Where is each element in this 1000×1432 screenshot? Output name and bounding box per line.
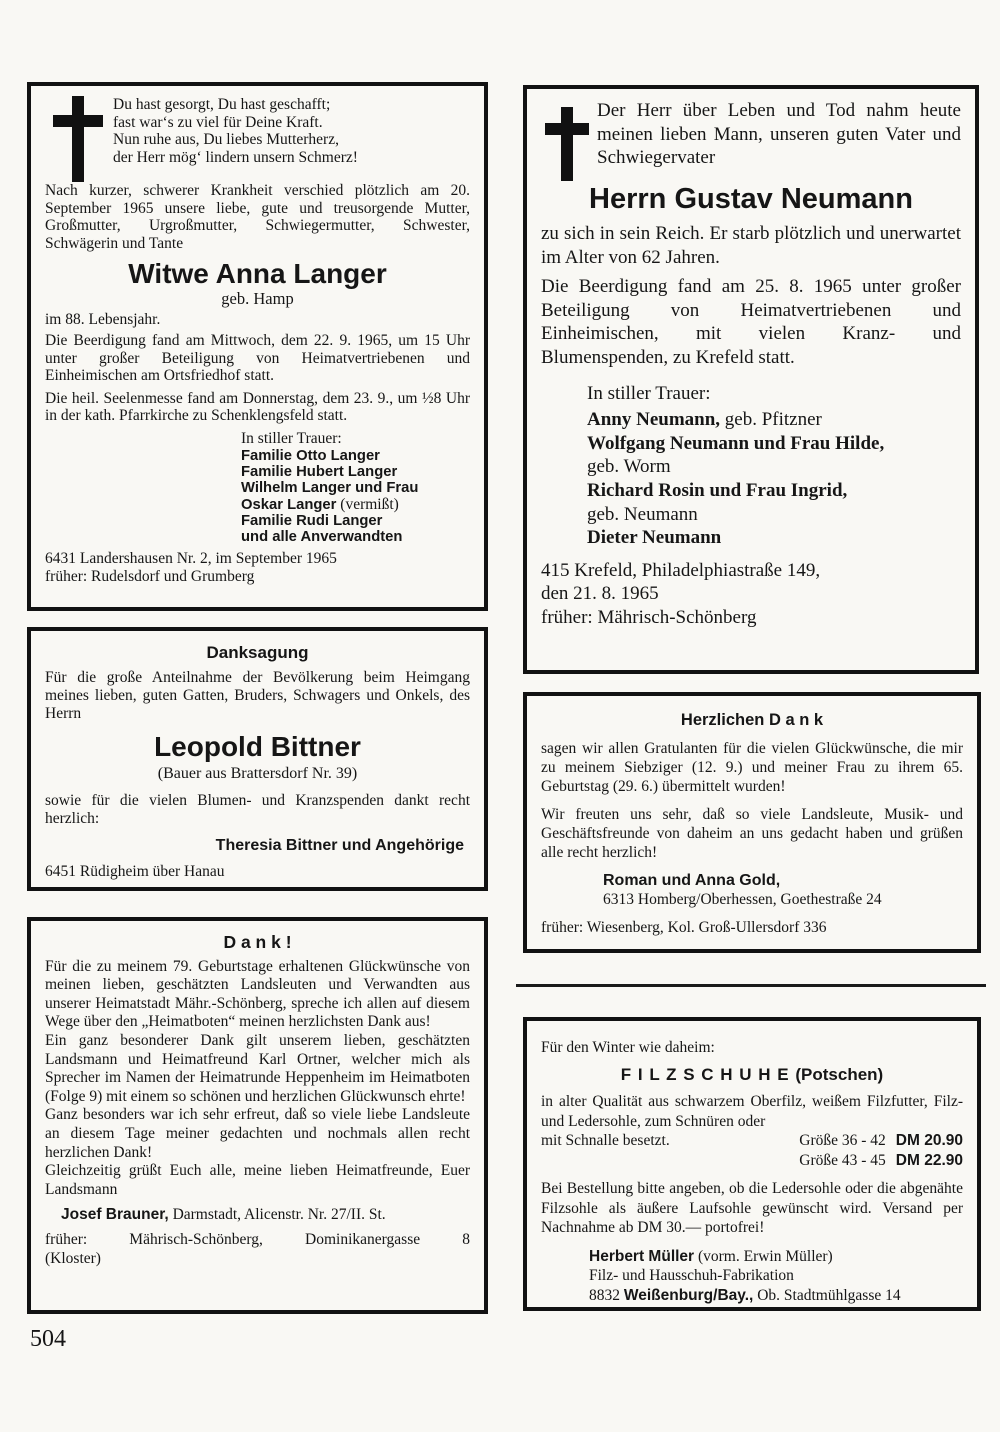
- ad-lead: Für den Winter wie daheim:: [541, 1039, 715, 1056]
- cross-icon: [545, 107, 589, 181]
- ad-vendor-line: Herbert Müller (vorm. Erwin Müller): [589, 1247, 833, 1265]
- ad-product-name: F I L Z S C H U H E: [620, 1064, 790, 1084]
- ad-size-row: [541, 1151, 963, 1171]
- mourner-line: Familie Hubert Langer: [241, 464, 398, 481]
- age-line: im 88. Lebensjahr.: [45, 310, 161, 328]
- ad-size-row: [541, 1131, 963, 1151]
- address-block: [45, 550, 470, 585]
- ad-product-note: (Potschen): [795, 1064, 884, 1084]
- ad-order-info: Bei Bestellung bitte angeben, ob die Ledersohle oder die abgenähte Filzsohle als äußere Laufsohle gewünscht wird. Versand per Nachnahme ab DM 30.— portofrei!: [541, 1180, 963, 1236]
- page-number: 504: [30, 1326, 66, 1352]
- address-line: früher: Mährisch-Schönberg: [541, 606, 757, 628]
- verse-line: der Herr mög‘ lindern unsern Schmerz!: [113, 148, 358, 166]
- notice-title: Danksagung: [206, 643, 309, 662]
- mourner-line: Familie Otto Langer: [241, 448, 380, 464]
- former-address-line: früher: Wiesenberg, Kol. Groß-Ullersdorf 336: [541, 919, 827, 936]
- ad-title: [541, 1065, 963, 1085]
- mourner-line: Familie Rudi Langer: [241, 512, 383, 529]
- verse-line: Du hast gesorgt, Du hast geschafft;: [113, 96, 331, 113]
- memorial-verse: [113, 96, 470, 174]
- paragraph: Für die zu meinem 79. Geburtstage erhaltenen Glückwünsche von meinen lieben, geschätzten Landsleuten und Verwandten aus unserer Heimatstadt Mähr.-Schönberg, spreche ich allen auf diesem Wege über den „Heimatboten“ meinen herzlichsten Dank aus!: [45, 957, 470, 1031]
- deceased-name: Herrn Gustav Neumann: [589, 183, 913, 215]
- thanks-paragraph: sowie für die vielen Blumen- und Kranzspenden dankt recht herzlich:: [45, 792, 470, 827]
- signer-address: 6313 Homberg/Oberhessen, Goethestraße 24: [603, 891, 882, 908]
- paragraph: sagen wir allen Gratulanten für die vielen Glückwünsche, die mir zu meinem Siebziger (12. 9.) und meiner Frau zu ihrem 65. Geburtstag (29. 6.) übermittelt wurden!: [541, 740, 963, 795]
- paragraph: Ganz besonders war ich sehr erfreut, daß so viele liebe Landsleute an diesem Tage meiner gedachten und nochmals allen recht herzlichen Dank!: [45, 1106, 470, 1161]
- signature-block: [603, 871, 963, 909]
- address-line: 6431 Landershausen Nr. 2, im September 1965: [45, 550, 337, 568]
- paragraph: Ein ganz besonderer Dank gilt unserem lieben, geschätzten Landsmann und Heimatfreund Karl Ortner, welcher mich als Sprecher im Namen der Heimatrunde Heppenheim im Heimatboten (Folge 9) mit einem so schönen und herzlichen Glückwunsch ehrte!: [45, 1031, 470, 1105]
- ad-signature-block: [589, 1247, 963, 1306]
- mourner-line: Richard Rosin und Frau Ingrid,: [587, 479, 848, 501]
- address-line: den 21. 8. 1965: [541, 583, 659, 605]
- signature-line: [61, 1206, 470, 1225]
- address-line: früher: Rudelsdorf und Grumberg: [45, 567, 255, 585]
- mourners-list: [587, 408, 961, 550]
- signature: Theresia Bittner und Angehörige: [215, 837, 464, 854]
- ad-vendor-line: Filz- und Hausschuh-Fabrikation: [589, 1267, 794, 1284]
- ad-description-tail: mit Schnalle besetzt.: [541, 1132, 670, 1149]
- mourner-line: Wilhelm Langer und Frau: [241, 480, 419, 497]
- dank-gold: [523, 692, 981, 953]
- separator-rule: [516, 984, 986, 987]
- mourner-line: Wolfgang Neumann und Frau Hilde,: [587, 432, 885, 454]
- mass-paragraph: Die heil. Seelenmesse fand am Donnerstag, dem 23. 9., um ½8 Uhr in der kath. Pfarrkirche zu Schenklengsfeld statt.: [45, 389, 470, 424]
- notice-title: Herzlichen D a n k: [680, 711, 824, 729]
- address-line: 415 Krefeld, Philadelphiastraße 149,: [541, 559, 821, 581]
- signer-name: Roman und Anna Gold,: [603, 872, 781, 889]
- obituary-anna-langer: [27, 82, 488, 611]
- mourners-list: [241, 448, 470, 545]
- notice-title: D a n k !: [223, 932, 292, 952]
- mourning-label: In stiller Trauer:: [241, 429, 342, 447]
- paragraph: Wir freuten uns sehr, daß so viele Landsleute, Musik- und Geschäftsfreunde von daheim an uns gedacht haben und grüßen alle recht herzlich!: [541, 806, 963, 861]
- former-address-block: [45, 1231, 470, 1268]
- paragraph: zu sich in sein Reich. Er starb plötzlich und unerwartet im Alter von 62 Jahren.: [541, 223, 961, 268]
- signer-name: Josef Brauner,: [61, 1206, 169, 1224]
- mourner-line: geb. Worm: [587, 456, 671, 478]
- obituary-gustav-neumann: [523, 85, 979, 674]
- verse-line: Nun ruhe aus, Du liebes Mutterherz,: [113, 131, 339, 148]
- maiden-name: geb. Hamp: [221, 289, 294, 308]
- mourner-line: Oskar Langer (vermißt): [241, 495, 399, 513]
- obituary-intro: Nach kurzer, schwerer Krankheit verschied plötzlich am 20. September 1965 unsere liebe, gute und treusorgende Mutter, Großmutter, Urgroßmutter, Schwiegermutter, Schwester, Schwägerin und Tante: [45, 182, 470, 252]
- deceased-name: Leopold Bittner: [154, 731, 361, 762]
- signer-address: Darmstadt, Alicenstr. Nr. 27/II. St.: [168, 1206, 386, 1224]
- obituary-intro: Der Herr über Leben und Tod nahm heute meinen lieben Mann, unseren guten Vater und Schwiegervater: [597, 100, 961, 169]
- former-address-line: früher: Mährisch-Schönberg, Dominikanergasse 8: [45, 1230, 470, 1248]
- danksagung-bittner: [27, 627, 488, 891]
- mourning-label: In stiller Trauer:: [587, 382, 711, 404]
- ad-vendor-line: 8832 Weißenburg/Bay., Ob. Stadtmühlgasse 14: [589, 1286, 901, 1304]
- ad-description: in alter Qualität aus schwarzem Oberfilz, weißem Filzfutter, Filz- und Ledersohle, zum Schnüren oder: [541, 1093, 963, 1130]
- mourner-line: Dieter Neumann: [587, 527, 722, 549]
- mourning-block: [241, 430, 470, 546]
- burial-paragraph: Die Beerdigung fand am 25. 8. 1965 unter großer Beteiligung von Heimatvertriebenen und Einheimischen, mit vielen Kranz- und Blumenspenden, zu Krefeld statt.: [541, 276, 961, 368]
- address-block: [541, 559, 961, 630]
- address-line: 6451 Rüdigheim über Hanau: [45, 863, 225, 880]
- mourner-line: und alle Anverwandten: [241, 529, 403, 546]
- mourner-line: Anny Neumann, geb. Pfitzner: [587, 409, 822, 431]
- burial-paragraph: Die Beerdigung fand am Mittwoch, dem 22. 9. 1965, um 15 Uhr unter großer Beteiligung von Heimatvertriebenen und Einheimischen am Ortsfriedhof statt.: [45, 332, 470, 384]
- former-address-line: (Kloster): [45, 1249, 101, 1267]
- ad-filzschuhe: [523, 1017, 981, 1311]
- cross-icon: [53, 96, 103, 182]
- mourner-line: geb. Neumann: [587, 503, 698, 525]
- verse-line: fast war‘s zu viel für Deine Kraft.: [113, 113, 323, 131]
- deceased-name: Witwe Anna Langer: [128, 258, 387, 289]
- size-price: Größe 36 - 42 DM 20.90: [799, 1132, 963, 1149]
- dank-brauner: [27, 917, 488, 1314]
- deceased-subtitle: (Bauer aus Brattersdorf Nr. 39): [157, 765, 358, 782]
- paragraph: Gleichzeitig grüßt Euch alle, meine lieben Heimatfreunde, Euer Landsmann: [45, 1162, 470, 1198]
- size-price: Größe 43 - 45 DM 22.90: [799, 1151, 963, 1169]
- notice-intro: Für die große Anteilnahme der Bevölkerung beim Heimgang meines lieben, guten Gatten, Bruders, Schwagers und Onkels, des Herrn: [45, 669, 470, 722]
